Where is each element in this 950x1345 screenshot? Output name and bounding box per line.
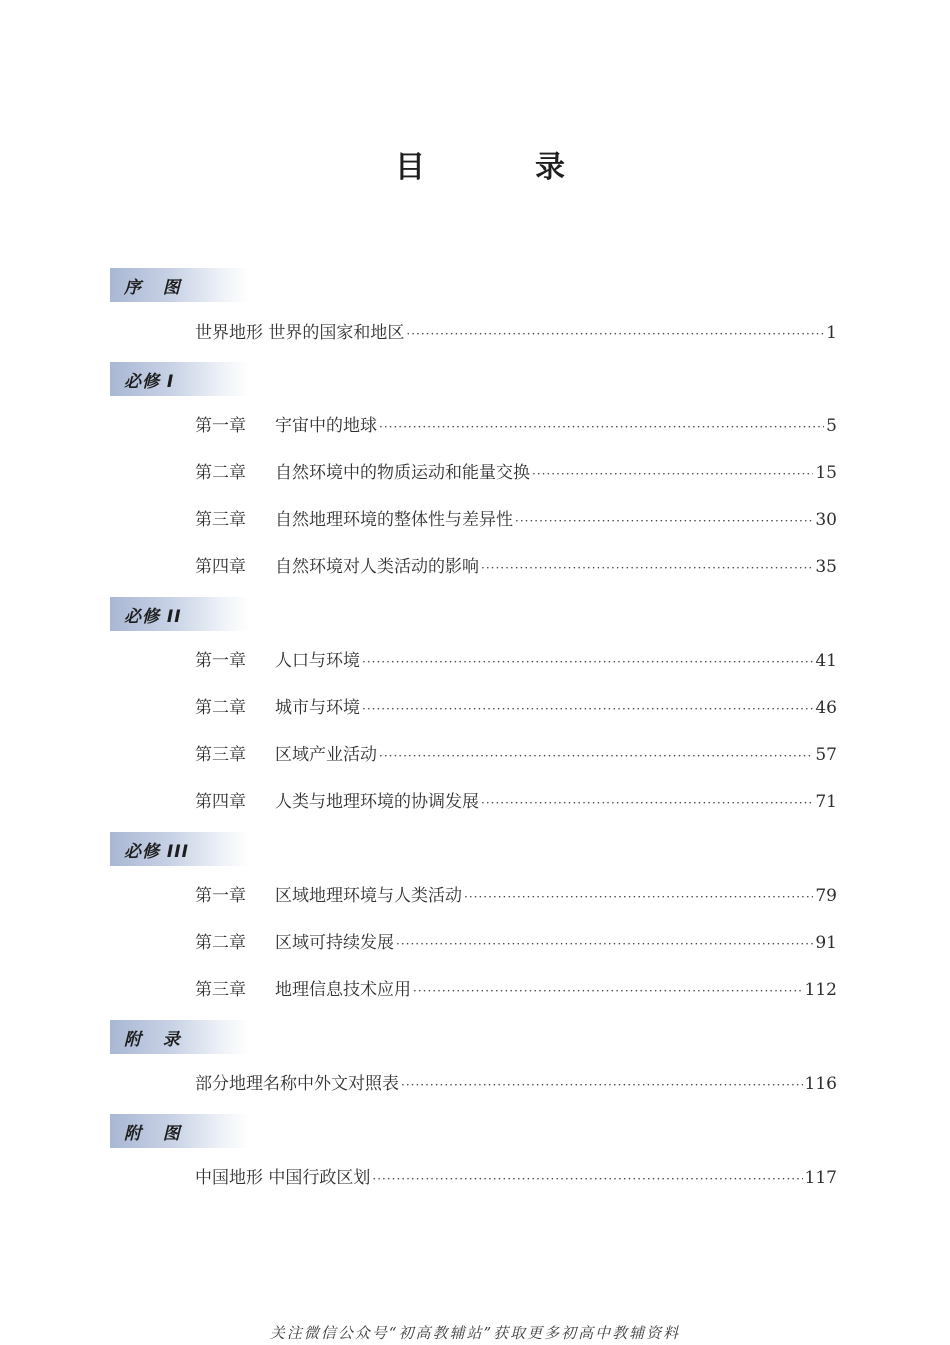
leader-dots (515, 508, 813, 534)
leader-dots (532, 461, 813, 487)
entry-chapter: 第二章 (195, 933, 246, 953)
title-char-2: 录 (535, 150, 565, 185)
entry-page: 1 (826, 323, 837, 343)
section-header-preface-maps (110, 268, 250, 302)
entry-title: 自然环境对人类活动的影响 (275, 557, 479, 577)
entry-title: 地理信息技术应用 (275, 980, 411, 1000)
section-header-appendix (110, 1020, 250, 1054)
section-header-required-3 (110, 832, 250, 866)
toc-entry[interactable] (195, 930, 837, 956)
footer-watermark-text: 关注微信公众号“初高教辅站”获取更多初高中教辅资料 (269, 1324, 681, 1342)
entry-chapter: 第一章 (195, 886, 246, 906)
leader-dots (481, 555, 813, 581)
entry-chapter: 第一章 (195, 416, 246, 436)
leader-dots (362, 649, 813, 675)
section-label: 附 录 (124, 1029, 181, 1050)
entry-chapter: 第二章 (195, 698, 246, 718)
entry-page: 71 (815, 792, 837, 812)
entry-title: 区域产业活动 (275, 745, 377, 765)
toc-entry[interactable] (195, 320, 837, 346)
entry-title: 城市与环境 (275, 698, 360, 718)
entry-page: 46 (815, 698, 837, 718)
title-char-1: 目 (395, 150, 425, 185)
entry-title: 中国地形 中国行政区划 (195, 1168, 371, 1188)
leader-dots (396, 931, 813, 957)
leader-dots (379, 743, 813, 769)
entry-title: 宇宙中的地球 (275, 416, 377, 436)
section-header-required-1 (110, 362, 250, 396)
leader-dots (372, 1166, 802, 1192)
leader-dots (413, 978, 803, 1004)
leader-dots (464, 884, 813, 910)
entry-page: 41 (815, 651, 837, 671)
entry-page: 57 (815, 745, 837, 765)
entry-chapter: 第三章 (195, 510, 246, 530)
section-header-required-2 (110, 597, 250, 631)
entry-title: 人口与环境 (275, 651, 360, 671)
toc-entry[interactable] (195, 742, 837, 768)
section-label: 必修 II (124, 606, 182, 627)
entry-page: 15 (815, 463, 837, 483)
entry-title: 世界地形 世界的国家和地区 (195, 323, 405, 343)
entry-title: 区域地理环境与人类活动 (275, 886, 462, 906)
leader-dots (401, 1072, 803, 1098)
entry-chapter: 第三章 (195, 745, 246, 765)
entry-title: 自然地理环境的整体性与差异性 (275, 510, 513, 530)
entry-page: 79 (815, 886, 837, 906)
entry-title: 自然环境中的物质运动和能量交换 (275, 463, 530, 483)
toc-entry[interactable] (195, 977, 837, 1003)
section-label: 附 图 (124, 1123, 181, 1144)
entry-page: 5 (826, 416, 837, 436)
toc-entry[interactable] (195, 789, 837, 815)
leader-dots (362, 696, 813, 722)
toc-entry[interactable] (195, 648, 837, 674)
section-label: 必修 III (124, 841, 189, 862)
section-label: 序 图 (124, 277, 181, 298)
toc-entry[interactable] (195, 507, 837, 533)
toc-entry[interactable] (195, 883, 837, 909)
leader-dots (379, 414, 824, 440)
entry-title: 人类与地理环境的协调发展 (275, 792, 479, 812)
toc-entry[interactable] (195, 554, 837, 580)
toc-entry[interactable] (195, 460, 837, 486)
leader-dots (481, 790, 813, 816)
entry-page: 35 (815, 557, 837, 577)
entry-page: 91 (815, 933, 837, 953)
entry-page: 117 (804, 1168, 837, 1188)
entry-page: 116 (804, 1074, 837, 1094)
toc-entry[interactable] (195, 1071, 837, 1097)
toc-entry[interactable] (195, 1165, 837, 1191)
entry-chapter: 第三章 (195, 980, 246, 1000)
entry-chapter: 第四章 (195, 792, 246, 812)
entry-chapter: 第二章 (195, 463, 246, 483)
entry-page: 30 (815, 510, 837, 530)
toc-entry[interactable] (195, 695, 837, 721)
entry-chapter: 第四章 (195, 557, 246, 577)
leader-dots (406, 321, 824, 347)
entry-title: 区域可持续发展 (275, 933, 394, 953)
toc-entry[interactable] (195, 413, 837, 439)
section-label: 必修 I (124, 371, 175, 392)
entry-page: 112 (804, 980, 837, 1000)
entry-chapter: 第一章 (195, 651, 246, 671)
section-header-appendix-maps (110, 1114, 250, 1148)
entry-title: 部分地理名称中外文对照表 (195, 1074, 399, 1094)
